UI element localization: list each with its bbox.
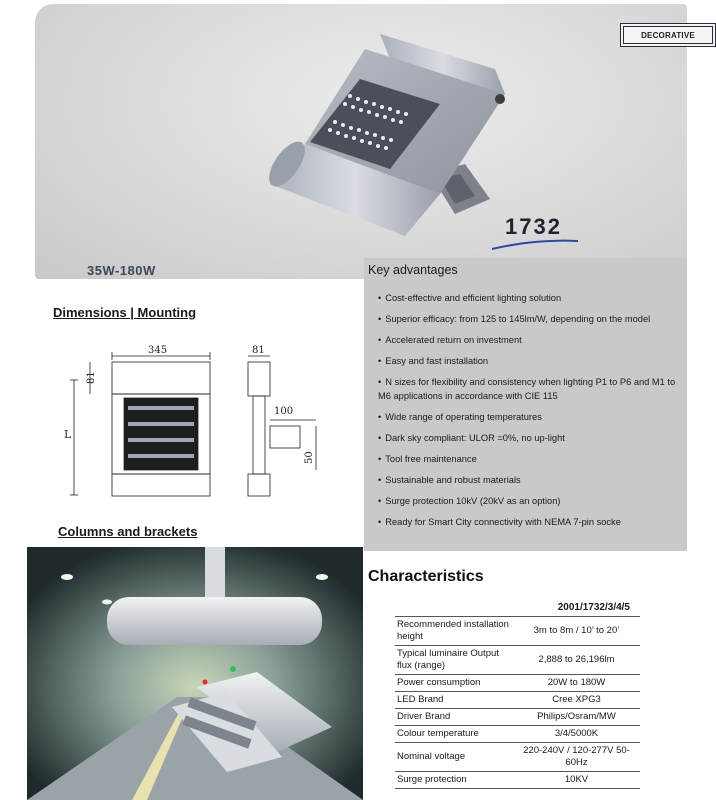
table-row (395, 726, 640, 743)
row-value: 2,888 to 26,196lm (513, 646, 640, 675)
table-row (395, 692, 640, 709)
list-item: • Superior efficacy: from 125 to 145lm/W, depending on the model (378, 314, 651, 324)
model-number: 1732 (505, 214, 562, 239)
dimensions-title: Dimensions | Mounting (53, 305, 197, 320)
key-advantages-panel (364, 258, 687, 551)
list-item: • Wide range of operating temperatures (378, 412, 542, 422)
list-item: • Sustainable and robust materials (378, 475, 521, 485)
list-item: • Accelerated return on investment (378, 335, 522, 345)
power-range: 35W-180W (87, 263, 156, 278)
key-advantages-title: Key advantages (368, 263, 458, 277)
row-value: 3/4/5000K (513, 726, 640, 743)
tunnel-photo (27, 547, 363, 800)
dim-side-depth-label: 81 (252, 345, 265, 356)
table-header-row (395, 598, 640, 617)
row-label: Typical luminaire Output flux (range) (395, 646, 513, 675)
table-row (395, 709, 640, 726)
table-row (395, 646, 640, 675)
row-value: 20W to 180W (513, 675, 640, 692)
row-value: Philips/Osram/MW (513, 709, 640, 726)
table-row (395, 617, 640, 646)
list-item: • Tool free maintenance (378, 454, 477, 464)
table-row (395, 675, 640, 692)
row-label: Driver Brand (395, 709, 513, 726)
dim-bracket-width-label: 100 (274, 406, 294, 417)
row-label: Nominal voltage (395, 743, 513, 772)
row-label: Recommended installation height (395, 617, 513, 646)
characteristics-table (395, 598, 640, 789)
model-swoosh-decoration (490, 237, 580, 251)
list-item: • N sizes for flexibility and consistency when lighting P1 to P6 and M1 to M6 applications in accordance with CIE 115 (378, 377, 676, 401)
dimensions-drawing (60, 340, 360, 510)
list-item: • Surge protection 10kV (20kV as an option) (378, 496, 561, 506)
row-value: 3m to 8m / 10’ to 20’ (513, 617, 640, 646)
dim-top-height-label: 81 (86, 371, 97, 384)
product-hero (35, 4, 695, 279)
row-value: 220-240V / 120-277V 50-60Hz (513, 743, 640, 772)
characteristics-title: Characteristics (368, 568, 484, 585)
row-label: Surge protection (395, 772, 513, 789)
list-item: • Dark sky compliant: ULOR =0%, no up-light (378, 433, 565, 443)
list-item: • Easy and fast installation (378, 356, 489, 366)
row-label: Power consumption (395, 675, 513, 692)
row-label: Colour temperature (395, 726, 513, 743)
dim-width-label: 345 (148, 345, 168, 356)
row-label: LED Brand (395, 692, 513, 709)
key-advantages-list (378, 291, 683, 536)
luminaire-image (225, 24, 525, 254)
list-item: • Ready for Smart City connectivity with NEMA 7-pin socke (378, 517, 621, 527)
dim-bracket-height-label: 50 (304, 451, 315, 464)
row-value: Cree XPG3 (513, 692, 640, 709)
columns-brackets-title: Columns and brackets (58, 524, 198, 539)
model-header: 2001/1732/3/4/5 (395, 598, 640, 617)
decorative-badge: DECORATIVE (620, 23, 716, 47)
table-row (395, 743, 640, 772)
list-item: • Cost-effective and efficient lighting solution (378, 293, 562, 303)
row-value: 10KV (513, 772, 640, 789)
table-row (395, 772, 640, 789)
dim-length-label: L (64, 428, 72, 441)
